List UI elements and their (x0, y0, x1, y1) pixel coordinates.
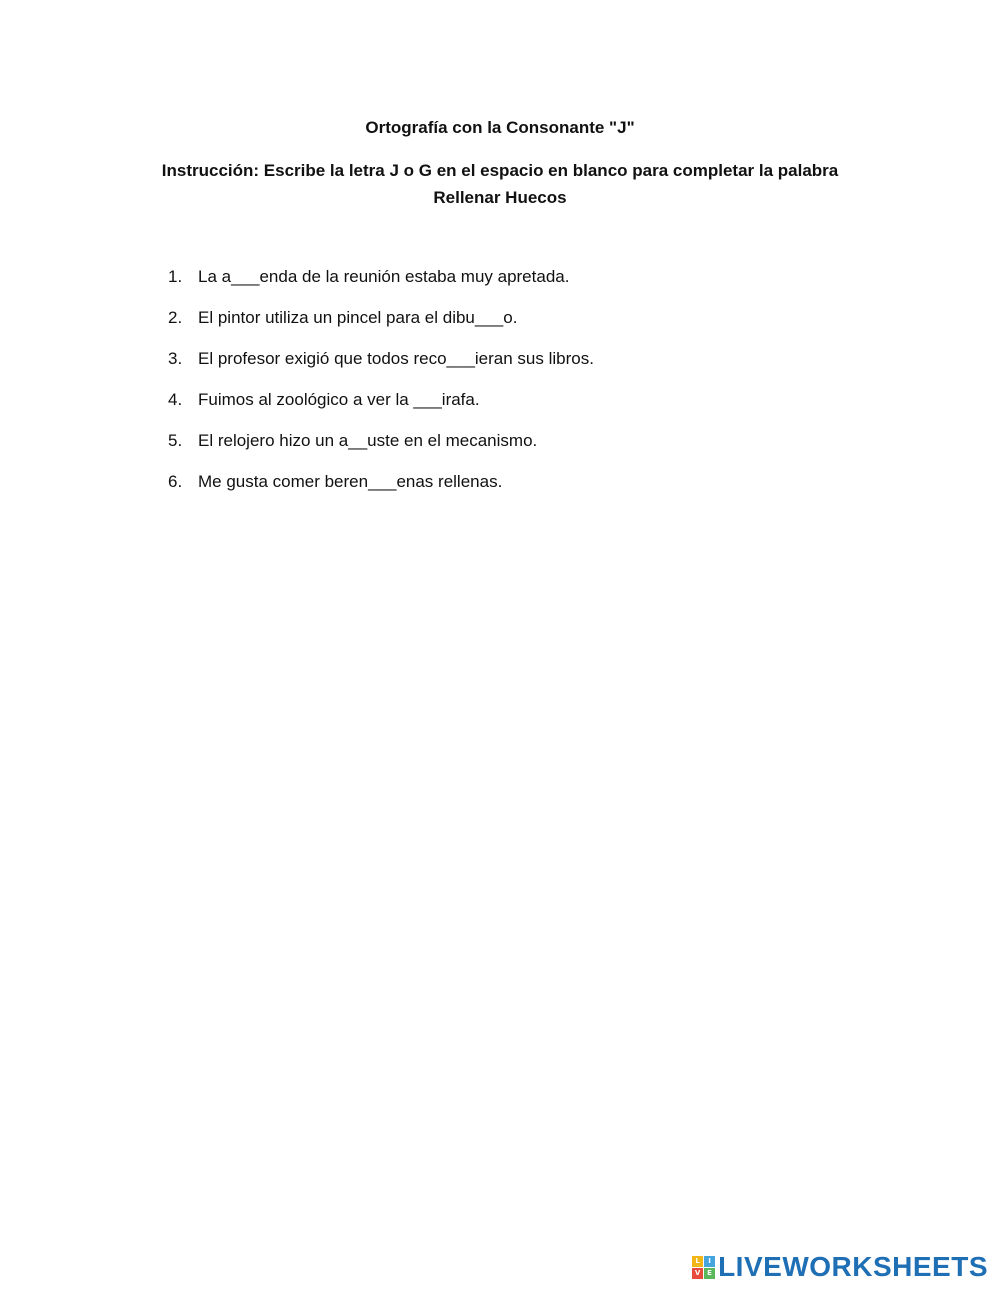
question-text: El relojero hizo un a__uste en el mecanismo. (198, 431, 538, 450)
logo-block-i: I (704, 1256, 715, 1267)
logo-block-v: V (692, 1268, 703, 1279)
logo-block-l: L (692, 1256, 703, 1267)
question-item (168, 266, 868, 307)
question-text: La a___enda de la reunión estaba muy apretada. (198, 267, 570, 286)
question-item (168, 389, 868, 430)
question-item (168, 430, 868, 471)
question-item (168, 307, 868, 348)
question-number: 1. (168, 267, 183, 286)
worksheet-instruction: Instrucción: Escribe la letra J o G en el espacio en blanco para completar la palabra Rellenar Huecos (161, 161, 839, 207)
liveworksheets-logo (692, 1252, 988, 1282)
logo-blocks-icon (692, 1256, 715, 1279)
question-number: 5. (168, 431, 183, 450)
logo-text: LIVEWORKSHEETS (718, 1251, 988, 1282)
question-number: 4. (168, 390, 183, 409)
question-number: 3. (168, 349, 183, 368)
question-item (168, 348, 868, 389)
question-text: Me gusta comer beren___enas rellenas. (198, 472, 503, 491)
question-text: El profesor exigió que todos reco___ieran sus libros. (198, 349, 594, 368)
question-text: Fuimos al zoológico a ver la ___irafa. (198, 390, 480, 409)
question-list (168, 266, 868, 512)
question-number: 2. (168, 308, 183, 327)
question-text: El pintor utiliza un pincel para el dibu___o. (198, 308, 518, 327)
question-item (168, 471, 868, 512)
question-number: 6. (168, 472, 183, 491)
worksheet-title: Ortografía con la Consonante "J" (365, 118, 635, 137)
logo-block-e: E (704, 1268, 715, 1279)
